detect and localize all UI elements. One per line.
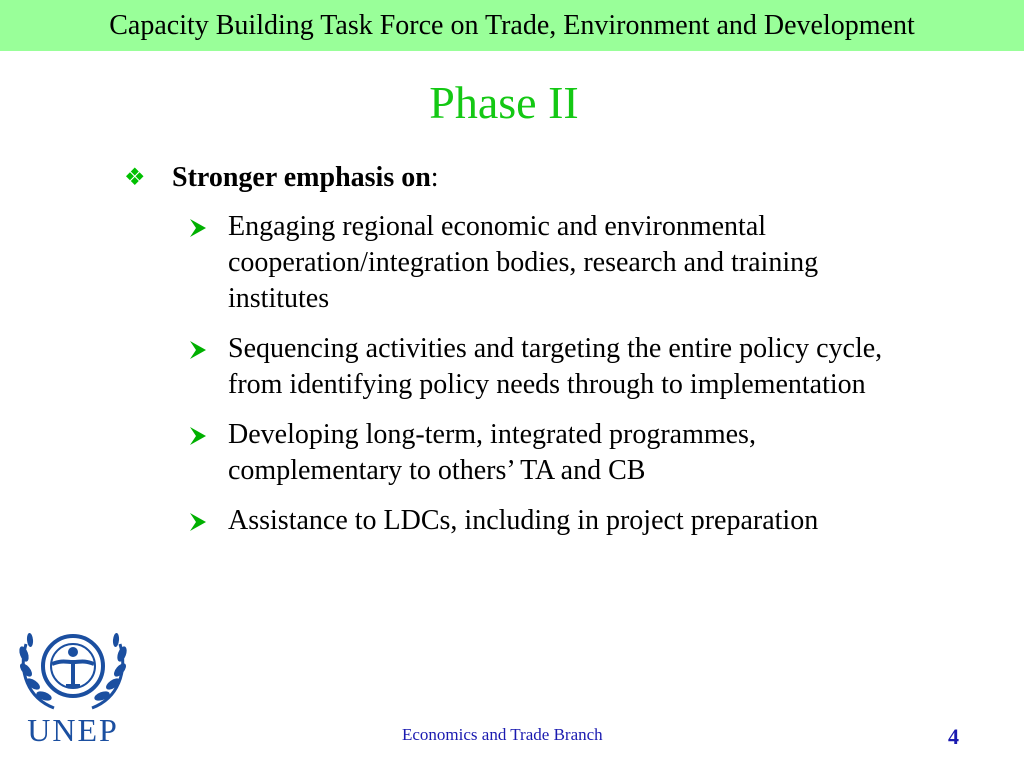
sub-bullet-text: Developing long-term, integrated programmes, complementary to others’ TA and CB <box>228 419 756 486</box>
sub-bullet-item <box>188 503 908 539</box>
arrow-bullet-icon <box>188 512 208 532</box>
slide-title: Phase II <box>429 77 579 128</box>
arrow-bullet-icon <box>188 218 208 238</box>
four-diamond-bullet-icon: ❖ <box>124 165 146 191</box>
sub-bullet-text: Assistance to LDCs, including in project preparation <box>228 505 819 536</box>
main-bullet-suffix: : <box>430 162 439 193</box>
logo-text: UNEP <box>27 712 119 748</box>
sub-bullet-item <box>188 331 908 403</box>
sub-bullet-text: Sequencing activities and targeting the entire policy cycle, from identifying policy needs through to implementation <box>228 333 883 400</box>
arrow-bullet-icon <box>188 340 208 360</box>
arrow-bullet-icon <box>188 426 208 446</box>
sub-bullet-text: Engaging regional economic and environmental cooperation/integration bodies, research and training institutes <box>228 211 819 314</box>
sub-bullet-list <box>188 209 908 553</box>
footer-text: Economics and Trade Branch <box>402 725 603 744</box>
unep-logo <box>14 620 132 760</box>
sub-bullet-item <box>188 209 908 317</box>
main-bullet-bold-text: Stronger emphasis on <box>172 162 431 193</box>
main-bullet <box>124 158 439 198</box>
page-number: 4 <box>948 724 959 749</box>
sub-bullet-item <box>188 417 908 489</box>
header-title: Capacity Building Task Force on Trade, Environment and Development <box>109 9 915 41</box>
unep-emblem-icon <box>14 620 132 712</box>
header-bar <box>0 0 1024 51</box>
